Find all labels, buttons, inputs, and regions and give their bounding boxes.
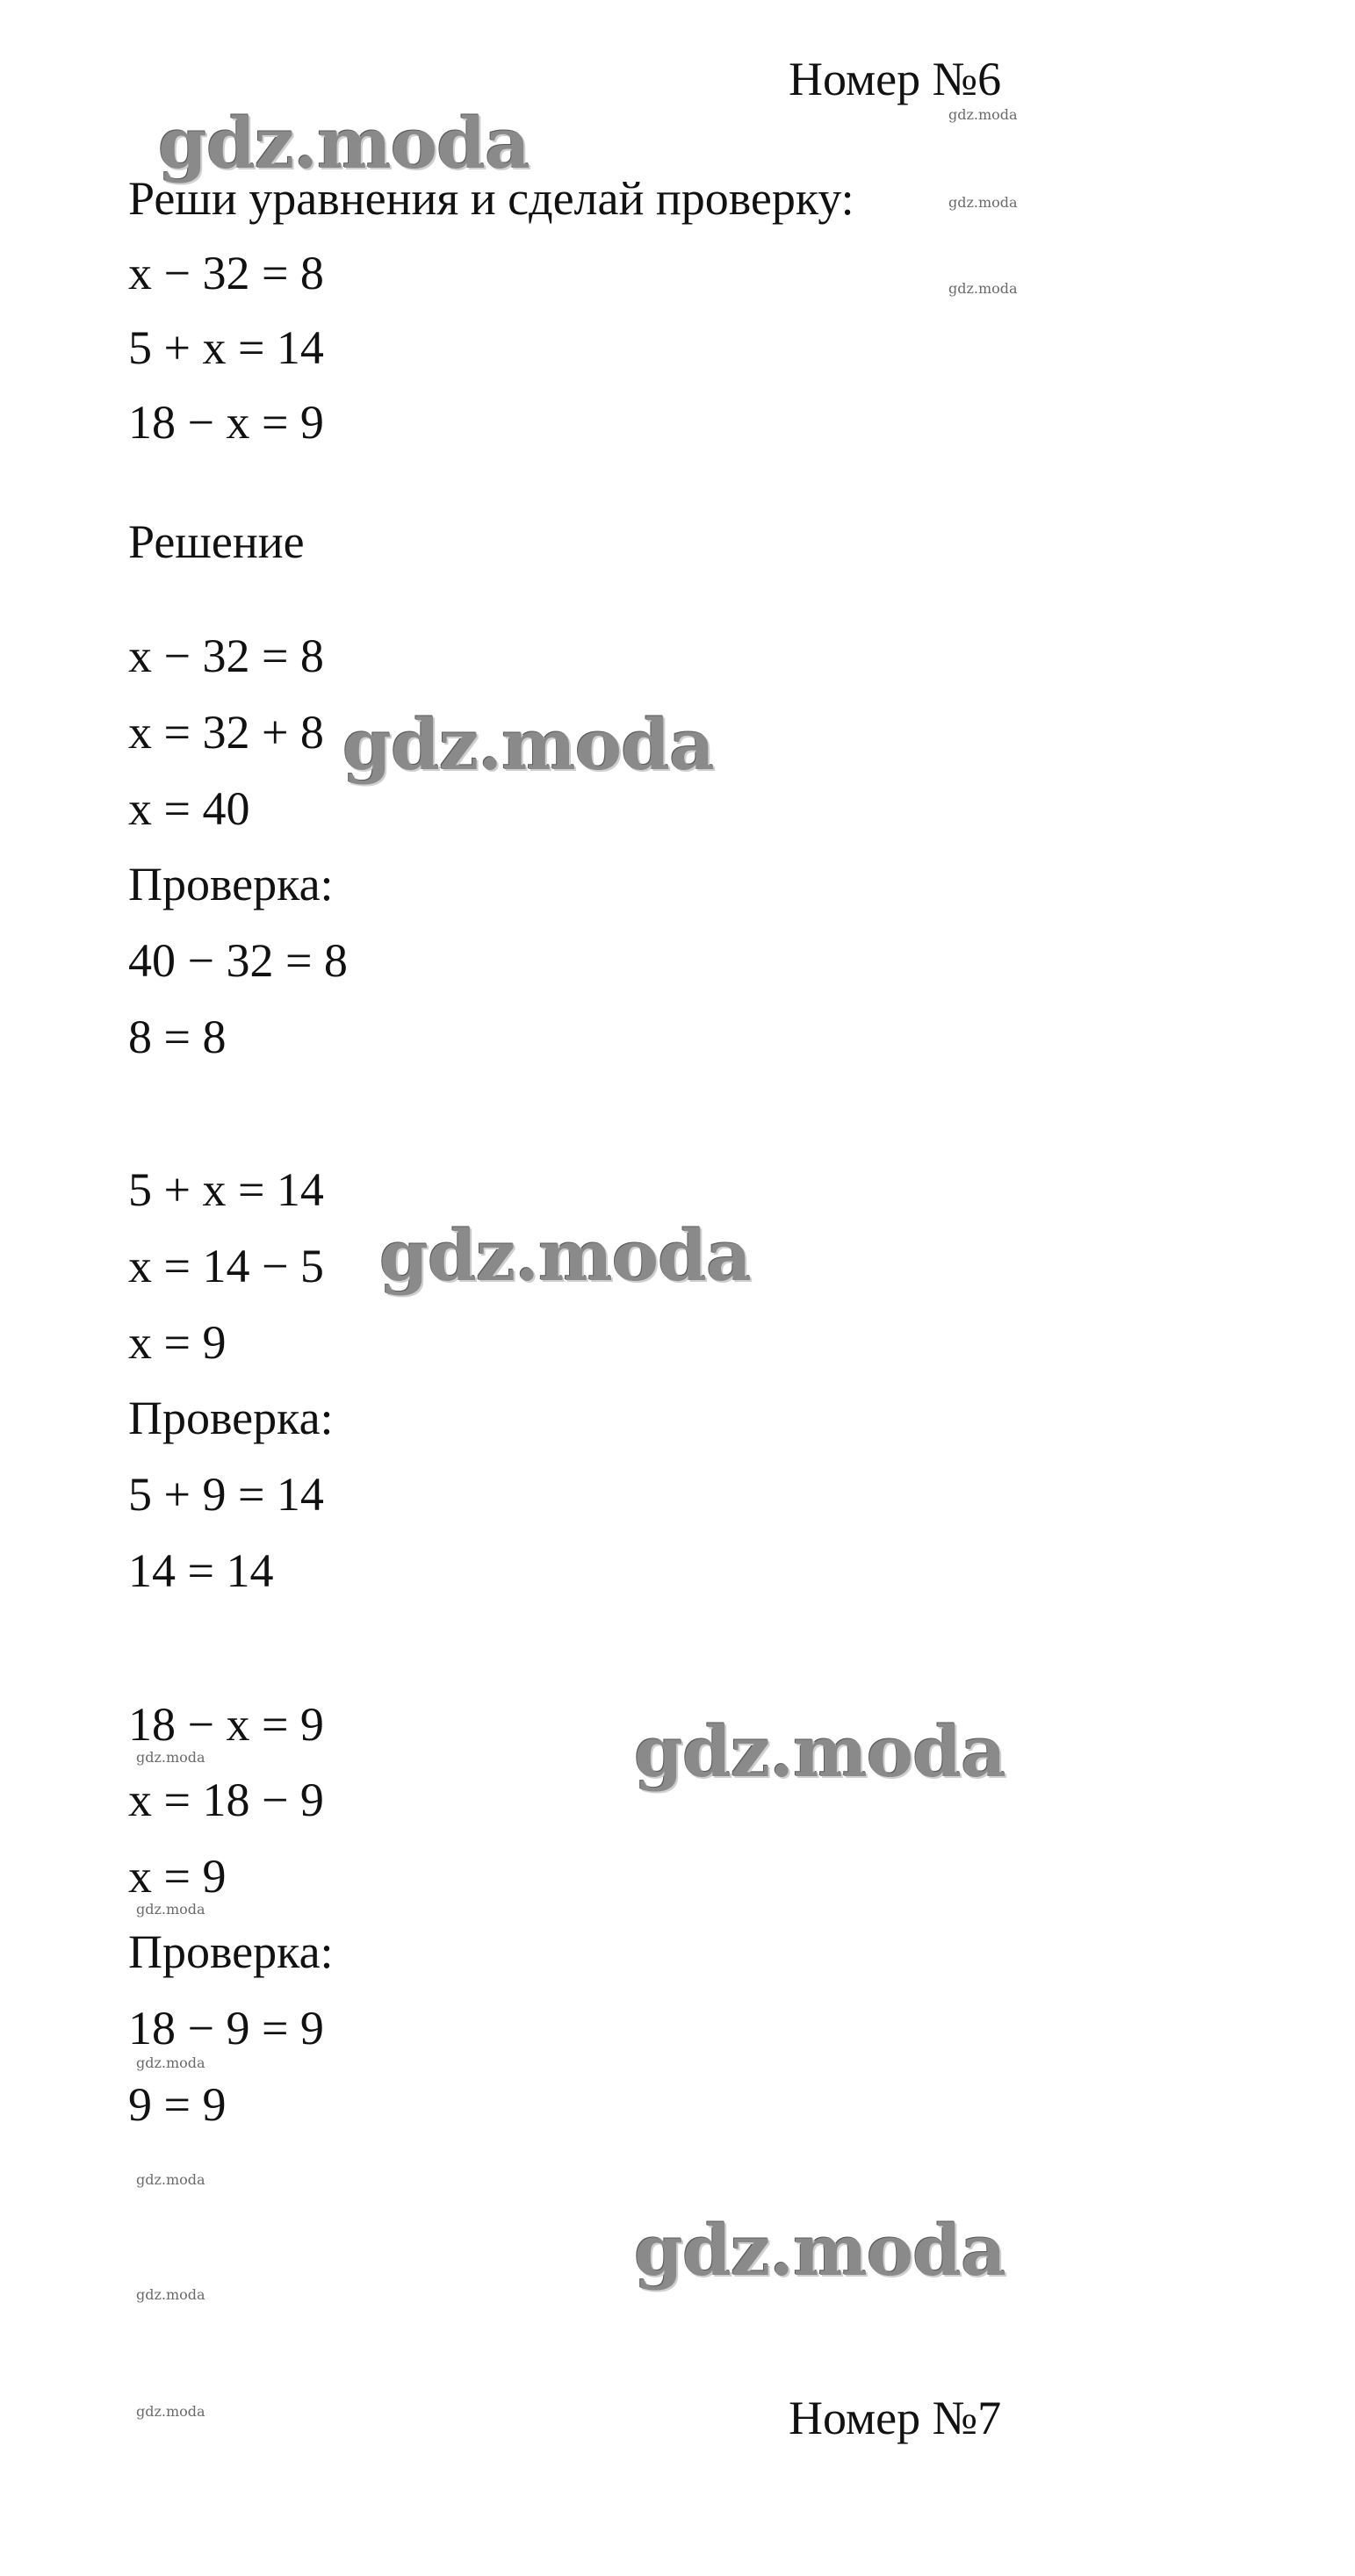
task-prompt: Реши уравнения и сделай проверку:: [128, 172, 854, 225]
solution-1-check-result: 8 = 8: [128, 1011, 227, 1063]
watermark-small: gdz.moda: [136, 2286, 205, 2303]
watermark-small: gdz.moda: [948, 194, 1018, 211]
watermark-small: gdz.moda: [136, 2171, 205, 2188]
task-equation-1: x − 32 = 8: [128, 247, 324, 299]
watermark-logo: gdz.moda: [342, 703, 714, 786]
solution-1-check: 40 − 32 = 8: [128, 934, 348, 987]
solution-2-equation: 5 + x = 14: [128, 1163, 324, 1216]
solution-2-check: 5 + 9 = 14: [128, 1468, 324, 1521]
watermark-small: gdz.moda: [948, 106, 1018, 123]
solution-1-step: x = 32 + 8: [128, 706, 324, 759]
exercise-number-header: Номер №6: [789, 53, 1002, 105]
solution-3-result: x = 9: [128, 1850, 227, 1903]
watermark-small: gdz.moda: [136, 1901, 205, 1918]
solution-2-step: x = 14 − 5: [128, 1240, 324, 1292]
watermark-logo: gdz.moda: [379, 1214, 751, 1297]
solution-3-check-label: Проверка:: [128, 1925, 334, 1978]
task-equation-3: 18 − x = 9: [128, 396, 324, 449]
solution-3-check: 18 − 9 = 9: [128, 2002, 324, 2054]
solution-1-equation: x − 32 = 8: [128, 630, 324, 682]
watermark-logo: gdz.moda: [158, 102, 530, 184]
watermark-small: gdz.moda: [136, 2054, 205, 2071]
watermark-logo: gdz.moda: [634, 2209, 1005, 2292]
solution-1-check-label: Проверка:: [128, 858, 334, 910]
solution-2-result: x = 9: [128, 1316, 227, 1369]
watermark-small: gdz.moda: [136, 2403, 205, 2420]
watermark-logo: gdz.moda: [634, 1710, 1005, 1793]
watermark-small: gdz.moda: [136, 1749, 205, 1766]
solution-3-check-result: 9 = 9: [128, 2078, 227, 2131]
solution-2-check-label: Проверка:: [128, 1392, 334, 1444]
solution-3-step: x = 18 − 9: [128, 1774, 324, 1826]
solution-3-equation: 18 − x = 9: [128, 1698, 324, 1751]
solution-2-check-result: 14 = 14: [128, 1544, 274, 1597]
exercise-number-next: Номер №7: [789, 2392, 1002, 2444]
watermark-small: gdz.moda: [948, 280, 1018, 297]
task-equation-2: 5 + x = 14: [128, 321, 324, 374]
solution-heading: Решение: [128, 515, 305, 568]
solution-1-result: x = 40: [128, 782, 250, 835]
